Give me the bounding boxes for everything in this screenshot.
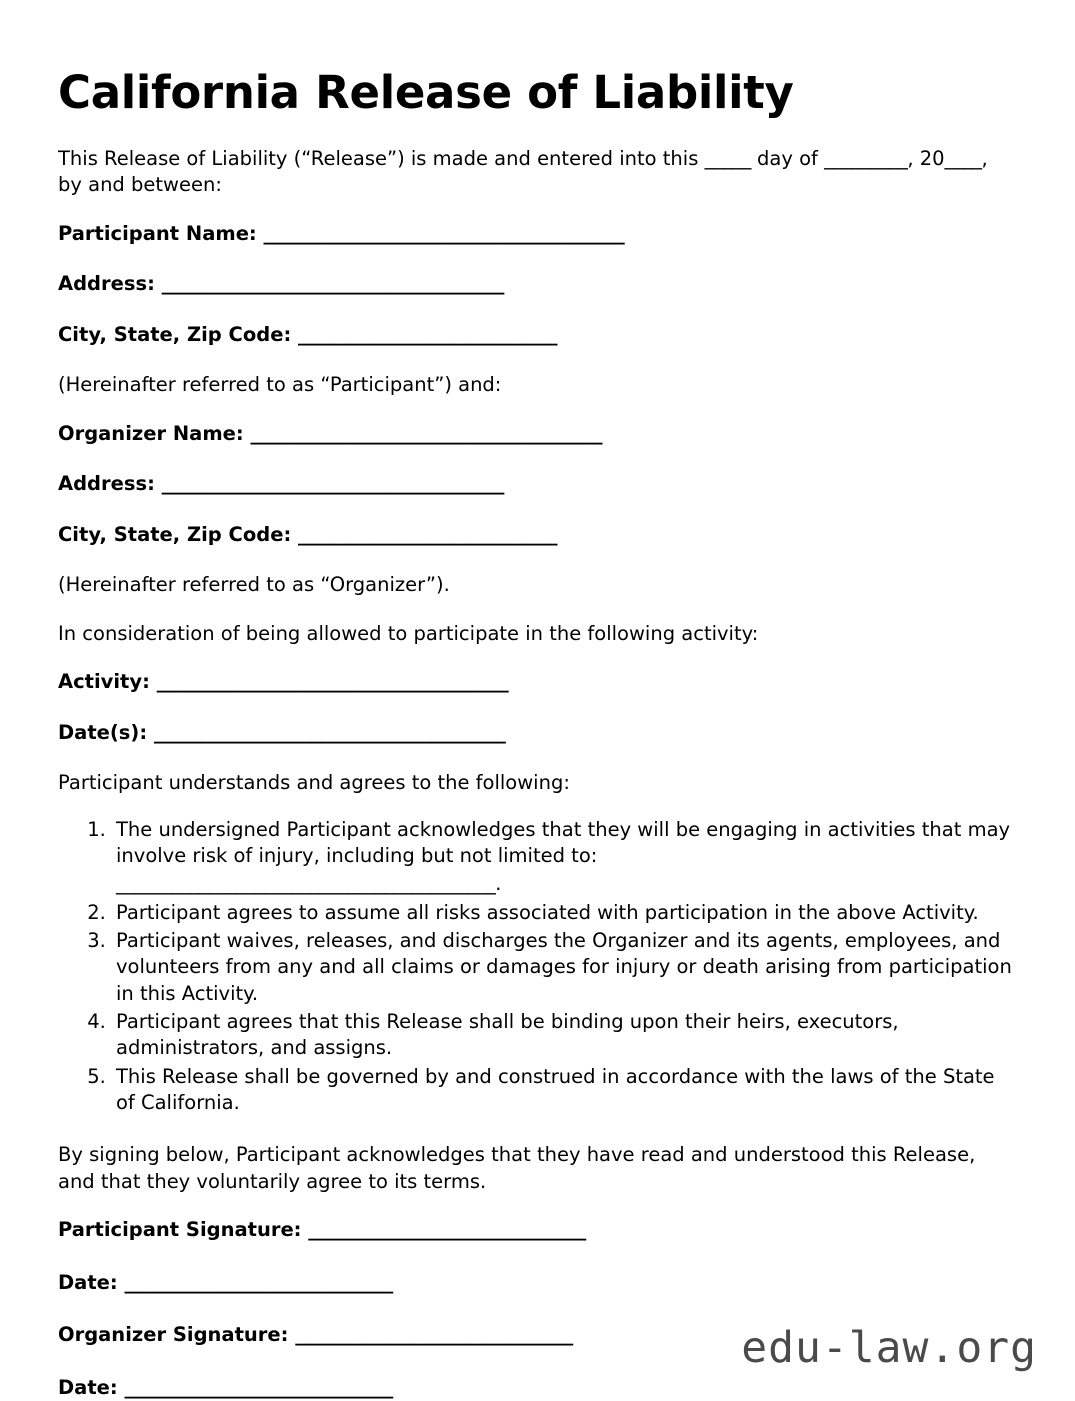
intro-month-blank: _________ — [824, 146, 908, 170]
term-text: The undersigned Participant acknowledges that they will be engaging in activities that may involve risk of injury, including but not limited to: — [116, 817, 1011, 868]
organizer-hereinafter-note: (Hereinafter referred to as “Organizer”). — [58, 573, 450, 597]
organizer-address-field — [58, 471, 1017, 498]
organizer-date-blank[interactable]: _____________________________ — [124, 1375, 393, 1399]
site-watermark: edu-law.org — [741, 1323, 1037, 1373]
intro-year-blank: ____ — [944, 146, 982, 170]
organizer-signature-blank[interactable]: ______________________________ — [295, 1323, 573, 1347]
intro-text-part2: day of — [750, 146, 825, 170]
activity-blank[interactable]: ______________________________________ — [156, 670, 509, 694]
closing-acknowledgement: By signing below, Participant acknowledges that they have read and understood this Release, and that they voluntarily agree to its terms. — [58, 1143, 976, 1193]
organizer-address-blank[interactable]: _____________________________________ — [161, 472, 504, 496]
list-item — [112, 928, 1017, 1007]
activity-field — [58, 669, 1017, 696]
term-blank[interactable]: _________________________________________. — [116, 872, 501, 896]
participant-date-blank[interactable]: _____________________________ — [124, 1270, 393, 1294]
term-text: Participant waives, releases, and discharges the Organizer and its agents, employees, and volunteers from any and all claims or damages for injury or death arising from participation in this Activity. — [116, 928, 1012, 1005]
intro-text-part1: This Release of Liability (“Release”) is made and entered into this — [58, 146, 705, 170]
list-item — [112, 1064, 1017, 1117]
participant-hereinafter-note: (Hereinafter referred to as “Participant”) and: — [58, 373, 502, 397]
list-item — [112, 900, 1017, 926]
organizer-name-field — [58, 421, 1017, 448]
term-text: Participant agrees that this Release shall be binding upon their heirs, executors, administrators, and assigns. — [116, 1009, 899, 1060]
intro-day-blank: _____ — [704, 146, 751, 170]
list-item — [112, 817, 1017, 898]
page-title: California Release of Liability — [58, 66, 794, 119]
intro-text-part4: , by and between: — [58, 146, 988, 197]
participant-city-blank[interactable]: ____________________________ — [298, 322, 558, 346]
participant-address-blank[interactable]: _____________________________________ — [161, 272, 504, 296]
participant-date-label: Date: — [58, 1270, 118, 1294]
organizer-signature-label: Organizer Signature: — [58, 1323, 289, 1347]
participant-city-label: City, State, Zip Code: — [58, 322, 292, 346]
intro-text-part3: , 20 — [907, 146, 945, 170]
participant-signature-blank[interactable]: ______________________________ — [308, 1218, 586, 1242]
organizer-city-field — [58, 522, 1017, 549]
intro-paragraph — [58, 146, 1016, 199]
organizer-city-blank[interactable]: ____________________________ — [298, 522, 558, 546]
participant-city-field — [58, 322, 1017, 349]
list-item — [112, 1009, 1017, 1062]
participant-address-field — [58, 271, 1017, 298]
participant-name-blank[interactable]: _______________________________________ — [263, 221, 625, 245]
signature-block — [58, 1217, 1017, 1401]
participant-address-label: Address: — [58, 272, 155, 296]
organizer-city-label: City, State, Zip Code: — [58, 522, 292, 546]
terms-list — [58, 817, 1017, 1116]
activity-dates-label: Date(s): — [58, 720, 148, 744]
organizer-name-blank[interactable]: ______________________________________ — [250, 421, 602, 445]
participant-name-field — [58, 221, 1017, 248]
activity-dates-blank[interactable]: ______________________________________ — [153, 720, 506, 744]
participant-name-label: Participant Name: — [58, 221, 257, 245]
terms-lead-in: Participant understands and agrees to the following: — [58, 771, 570, 795]
term-text: This Release shall be governed by and construed in accordance with the laws of the State of California. — [116, 1064, 995, 1114]
activity-label: Activity: — [58, 670, 150, 694]
participant-signature-label: Participant Signature: — [58, 1218, 302, 1242]
consideration-paragraph: In consideration of being allowed to participate in the following activity: — [58, 621, 759, 645]
organizer-name-label: Organizer Name: — [58, 421, 244, 445]
term-text: Participant agrees to assume all risks associated with participation in the above Activity. — [116, 900, 979, 924]
organizer-date-field — [58, 1375, 1017, 1401]
activity-dates-field — [58, 720, 1017, 747]
participant-date-field — [58, 1270, 1017, 1297]
participant-signature-field — [58, 1217, 1017, 1244]
organizer-date-label: Date: — [58, 1375, 118, 1399]
organizer-address-label: Address: — [58, 472, 155, 496]
